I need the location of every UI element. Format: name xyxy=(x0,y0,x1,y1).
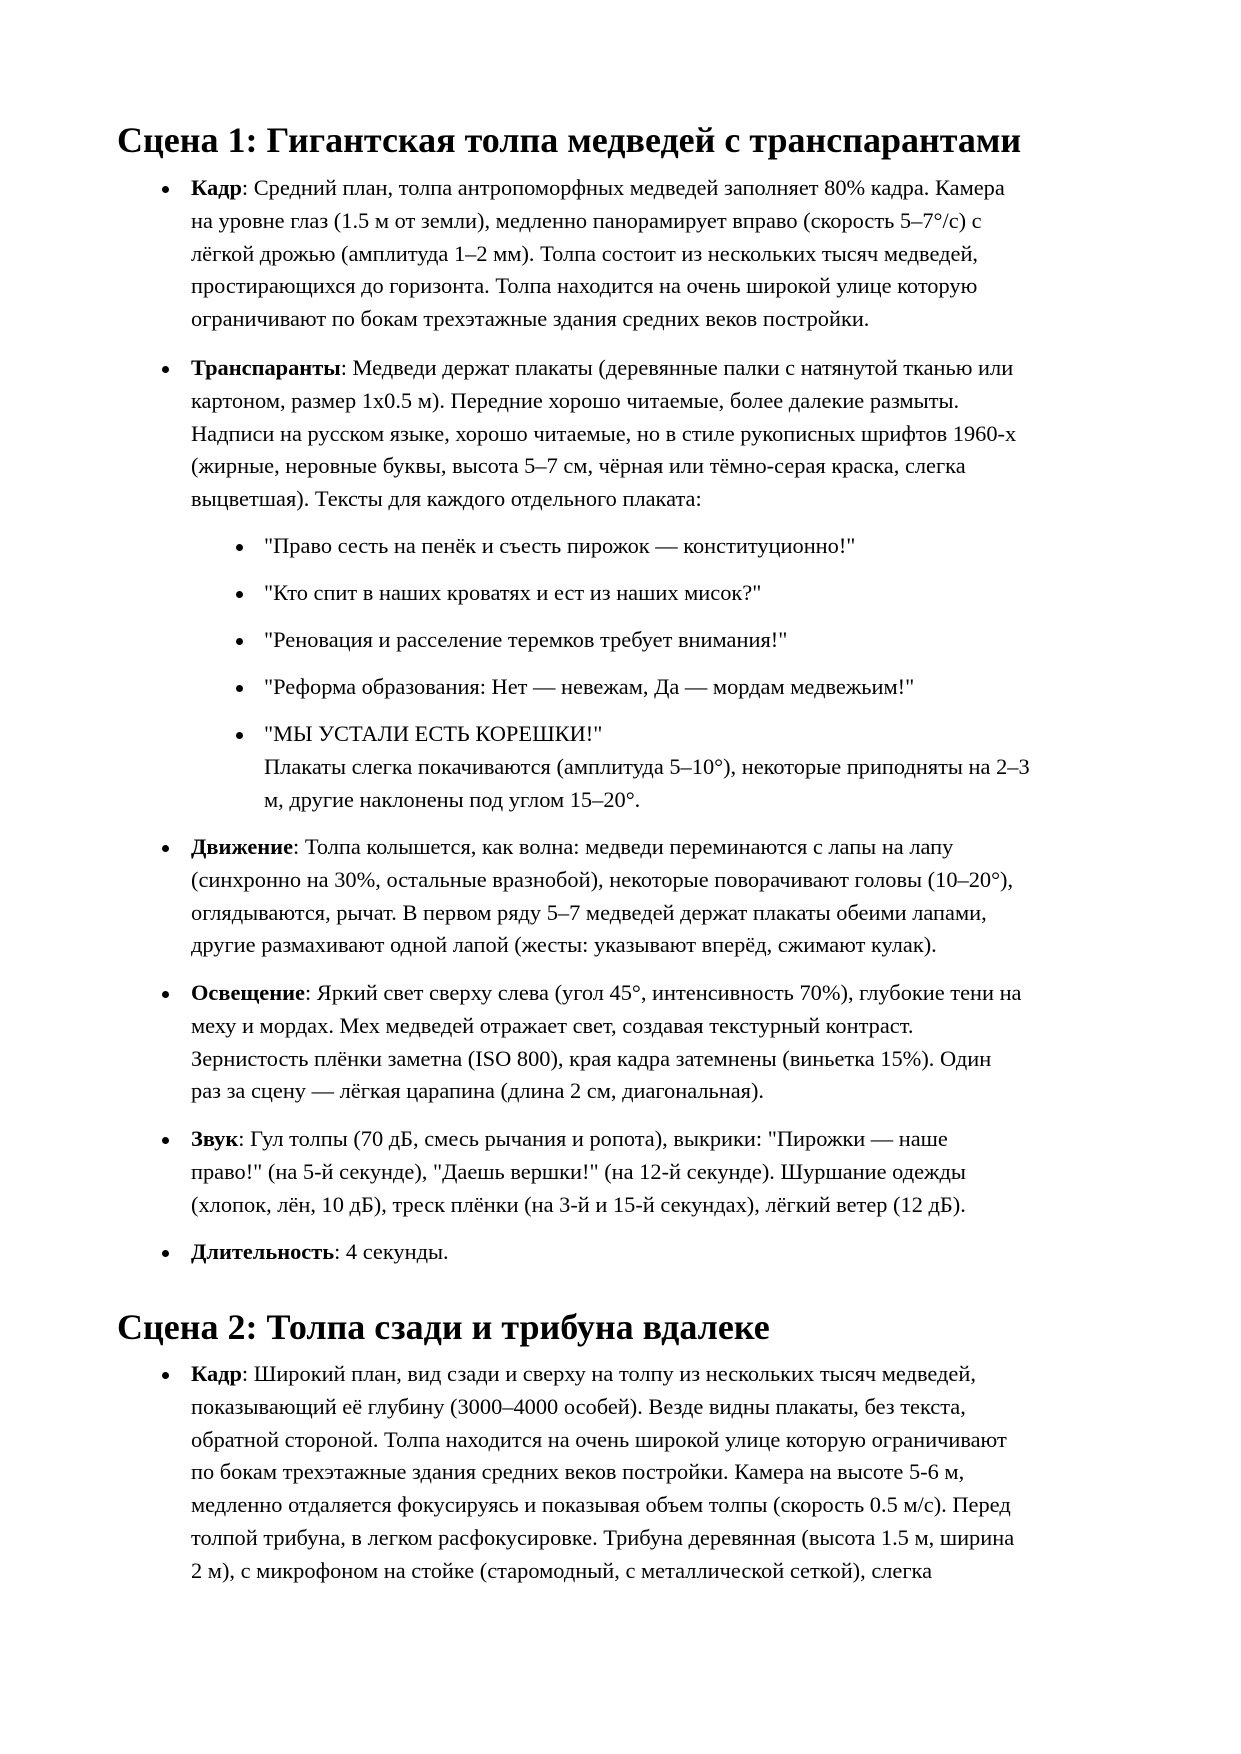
bullet-icon xyxy=(236,732,243,739)
item-label: Освещение xyxy=(191,980,305,1005)
item-label: Кадр xyxy=(191,175,242,200)
bullet-icon xyxy=(162,186,169,193)
item-label: Транспаранты xyxy=(191,355,341,380)
bullet-icon xyxy=(236,544,243,551)
document-page: Сцена 1: Гигантская толпа медведей с транспарантами Кадр: Средний план, толпа антропоморфных медведей заполняет 80% кадра. Камера на уровне глаз (1.5 м от земли), медленно панорамирует вправо (скорость 5–7°/с) с лёгкой дрожью (амплитуда 1–2 мм). Толпа состоит из нескольких тысяч медведей, простирающихся до горизонта. Толпа находится на очень широкой улице которую ограничивают по бокам трехэтажные здания средних веков постройки. Транспаранты: Медведи держат плакаты (деревянные палки с натянутой тканью или картоном, размер 1x0.5 м). Передние хорошо читаемые, более далекие размыты. Надписи на русском языке, хорошо читаемые, но в стиле рукописных шрифтов 1960-х (жирные, неровные буквы, высота 5–7 см, чёрная или тёмно-серая краска, слегка выцветшая). Тексты для каждого отдельного плаката: "Право сесть на пенёк и съесть пирожок — конституционно!" "Кто спит в наших кроватях и ест из наших мисок?" "Реновация и расселение теремков требует внимания!" "Реформа образования: Нет — невежам, Да — мордам медвежьим!" "МЫ УСТАЛИ ЕСТЬ КОРЕШКИ!" Плакаты слегка покачиваются (амплитуда 5–10°), некоторые приподняты на 2–3 м, другие наклонены под углом 15–20°. Движение: Толпа колышется, как волна: медведи переминаются с лапы на лапу (синхронно на 30%, остальные вразнобой), некоторые поворачивают головы (10–20°), оглядываются, рычат. В первом ряду 5–7 медведей держат плакаты обеими лапами, другие размахивают одной лапой (жесты: указывают вперёд, сжимают кулак). Освещение: Яркий свет сверху слева (угол 45°, интенсивность 70%), глубокие тени на меху и мордах. Мех медведей отражает свет, создавая текстурный контраст. Зернистость плёнки заметна (ISO 800), края кадра затемнены (виньетка 15%). Один раз за сцену — лёгкая царапина (длина 2 см, диагональная). Звук: Гул толпы (70 дБ, смесь рычания и ропота), выкрики: "Пирожки — наше право!" (на 5-й секунде), "Даешь вершки!" (на 12-й секунде). Шуршание одежды (хлопок, лён, 10 дБ), треск плёнки (на 3-й и 15-й секундах), лёгкий ветер (12 дБ). Длительность: 4 секунды. Сцена 2: Толпа сзади и трибуна вдалеке Кадр: Широкий план, вид сзади и сверху на толпу из нескольких тысяч медведей, показывающий её глубину (3000–4000 особей). Везде видны плакаты, без текста, обратной стороной. Толпа находится на очень широкой улице которую ограничивают по бокам трехэтажные здания средних веков постройки. Камера на высоте 5-6 м, медленно отдаляется фокусируясь и показывая объем толпы (скорость 0.5 м/с). Перед толпой трибуна, в легком расфокусировке. Трибуна деревянная (высота 1.5 м, ширина 2 м), с микрофоном на стойке (старомодный, с металлической сеткой), слегка xyxy=(117,120,1030,1583)
bullet-icon xyxy=(236,591,243,598)
scene-1-heading: Сцена 1: Гигантская толпа медведей с транспарантами xyxy=(117,120,1022,160)
bullet-icon xyxy=(162,1372,169,1379)
item-label: Движение xyxy=(191,834,294,859)
item-label: Кадр xyxy=(191,1361,242,1386)
item-label: Длительность xyxy=(191,1239,335,1264)
bullet-icon xyxy=(162,991,169,998)
bullet-icon xyxy=(162,845,169,852)
scene-2-heading: Сцена 2: Толпа сзади и трибуна вдалеке xyxy=(117,1307,770,1347)
bullet-icon xyxy=(236,685,243,692)
bullet-icon xyxy=(162,366,169,373)
item-label: Звук xyxy=(191,1126,239,1151)
bullet-icon xyxy=(162,1250,169,1257)
bullet-icon xyxy=(236,638,243,645)
bullet-icon xyxy=(162,1137,169,1144)
